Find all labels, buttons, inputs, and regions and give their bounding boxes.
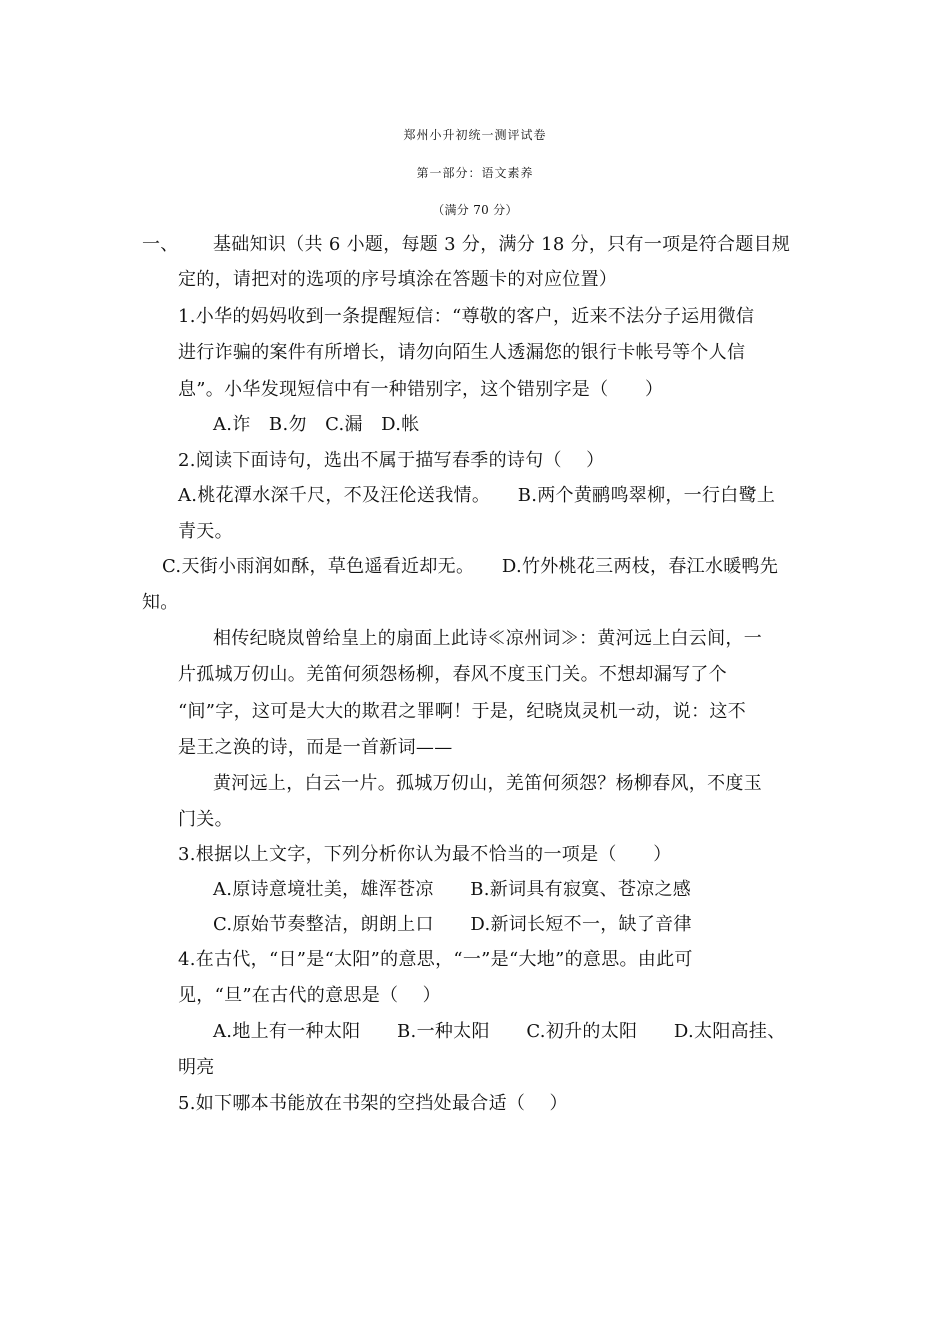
q2-option-d-cont: 知。 xyxy=(142,592,179,613)
q2-options-cd: C.天街小雨润如酥，草色遥看近却无。 D.竹外桃花三两枝，春江水暖鸭先 xyxy=(162,556,779,577)
passage-line2: 片孤城万仞山。羌笛何须怨杨柳，春风不度玉门关。不想却漏写了个 xyxy=(178,664,727,685)
q1-options: A.诈 B.勿 C.漏 D.帐 xyxy=(213,414,420,435)
q1-line2: 进行诈骗的案件有所增长，请勿向陌生人透漏您的银行卡帐号等个人信 xyxy=(178,342,746,363)
passage-line4: 是王之涣的诗，而是一首新词—— xyxy=(178,737,453,758)
passage-line3: “间”字，这可是大大的欺君之罪啊！于是，纪晓岚灵机一动，说：这不 xyxy=(178,701,747,722)
q3-options-cd: C.原始节奏整洁，朗朗上口 D.新词长短不一，缺了音律 xyxy=(213,914,692,935)
q4-line2: 见，“旦”在古代的意思是（ ） xyxy=(178,985,441,1006)
part-heading: 第一部分：语文素养 xyxy=(416,166,534,180)
q2-option-b-cont: 青天。 xyxy=(178,521,233,542)
q4-option-d-cont: 明亮 xyxy=(178,1057,215,1078)
q2-options-ab: A.桃花潭水深千尺，不及汪伦送我情。 B.两个黄鹂鸣翠柳，一行白鹭上 xyxy=(178,485,776,506)
section-heading-line1: 基础知识（共 6 小题，每题 3 分，满分 18 分，只有一项是符合题目规 xyxy=(213,234,791,255)
q1-line3: 息”。小华发现短信中有一种错别字，这个错别字是（ ） xyxy=(178,379,664,400)
q1-line1: 1.小华的妈妈收到一条提醒短信：“尊敬的客户，近来不法分子运用微信 xyxy=(178,306,755,327)
exam-title: 郑州小升初统一测评试卷 xyxy=(403,128,547,142)
q4-line1: 4.在古代，“日”是“太阳”的意思，“一”是“大地”的意思。由此可 xyxy=(178,949,693,970)
q5-stem: 5.如下哪本书能放在书架的空挡处最合适（ ） xyxy=(178,1093,568,1114)
passage-line1: 相传纪晓岚曾给皇上的扇面上此诗≪凉州词≫：黄河远上白云间，一 xyxy=(213,628,762,649)
passage-line5: 黄河远上，白云一片。孤城万仞山，羌笛何须怨？杨柳春风，不度玉 xyxy=(213,773,762,794)
section-number: 一、 xyxy=(142,234,179,255)
full-score: （满分 70 分） xyxy=(432,203,518,217)
q3-stem: 3.根据以上文字，下列分析你认为最不恰当的一项是（ ） xyxy=(178,844,672,865)
section-heading-line2: 定的，请把对的选项的序号填涂在答题卡的对应位置） xyxy=(178,269,618,290)
passage-line6: 门关。 xyxy=(178,809,233,830)
q4-options: A.地上有一种太阳 B.一种太阳 C.初升的太阳 D.太阳高挂、 xyxy=(213,1021,786,1042)
q2-stem: 2.阅读下面诗句，选出不属于描写春季的诗句（ ） xyxy=(178,450,605,471)
q3-options-ab: A.原诗意境壮美，雄浑苍凉 B.新词具有寂寞、苍凉之感 xyxy=(213,879,692,900)
